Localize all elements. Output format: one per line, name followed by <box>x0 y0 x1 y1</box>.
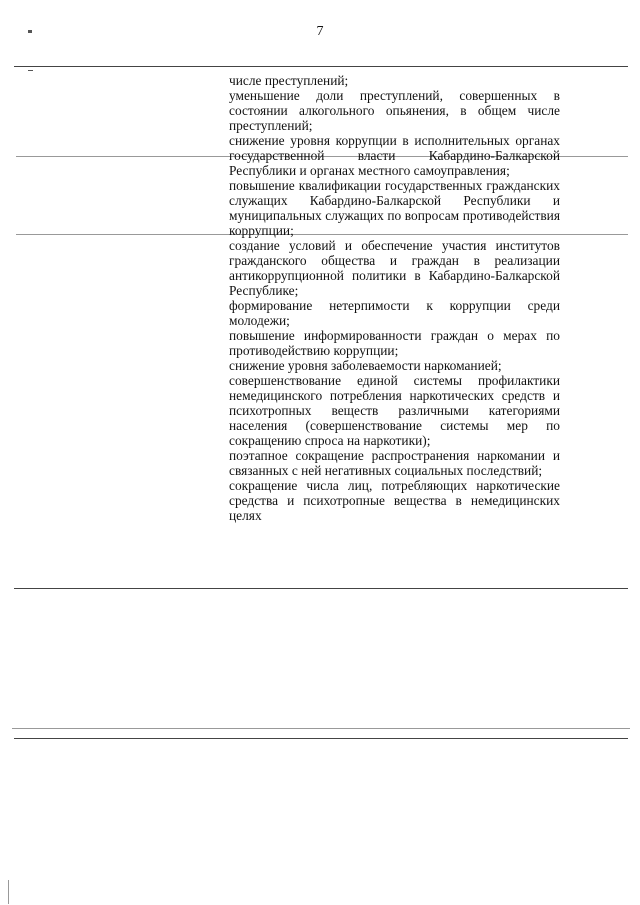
faint-rule <box>12 728 630 729</box>
list-item: повышение квалификации государственных гражданских служащих Кабардино-Балкарской Республики и муниципальных служащих по вопросам противодействия коррупции; <box>229 178 560 238</box>
faint-rule <box>14 738 628 739</box>
list-item: сокращение числа лиц, потребляющих наркотические средства и психотропные вещества в немедицинских целях <box>229 478 560 523</box>
scan-mark <box>28 70 33 71</box>
list-item: создание условий и обеспечение участия институтов гражданского общества и граждан в реализации антикоррупционной политики в Кабардино-Балкарской Республике; <box>229 238 560 298</box>
list-item: поэтапное сокращение распространения наркомании и связанных с ней негативных социальных последствий; <box>229 448 560 478</box>
list-item: снижение уровня заболеваемости наркоманией; <box>229 358 502 373</box>
list-item: совершенствование единой системы профилактики немедицинского потребления наркотических средств и психотропных веществ различными категориями населения (совершенствование системы мер по сокращению спроса на наркотики); <box>229 373 560 448</box>
page-number: 7 <box>316 24 324 39</box>
list-item: повышение информированности граждан о мерах по противодействию коррупции; <box>229 328 560 358</box>
table-bottom-rule <box>14 588 628 589</box>
list-item: снижение уровня коррупции в исполнительных органах государственной власти Кабардино-Балкарской Республики и органах местного самоуправления; <box>229 133 560 178</box>
scan-mark <box>28 30 32 33</box>
list-item: уменьшение доли преступлений, совершенных в состоянии алкогольного опьянения, в общем числе преступлений; <box>229 88 560 133</box>
list-item: формирование нетерпимости к коррупции среди молодежи; <box>229 298 560 328</box>
list-item: числе преступлений; <box>229 73 349 88</box>
table-top-rule <box>14 66 628 67</box>
goals-list <box>229 73 560 523</box>
left-margin-line <box>8 880 9 904</box>
